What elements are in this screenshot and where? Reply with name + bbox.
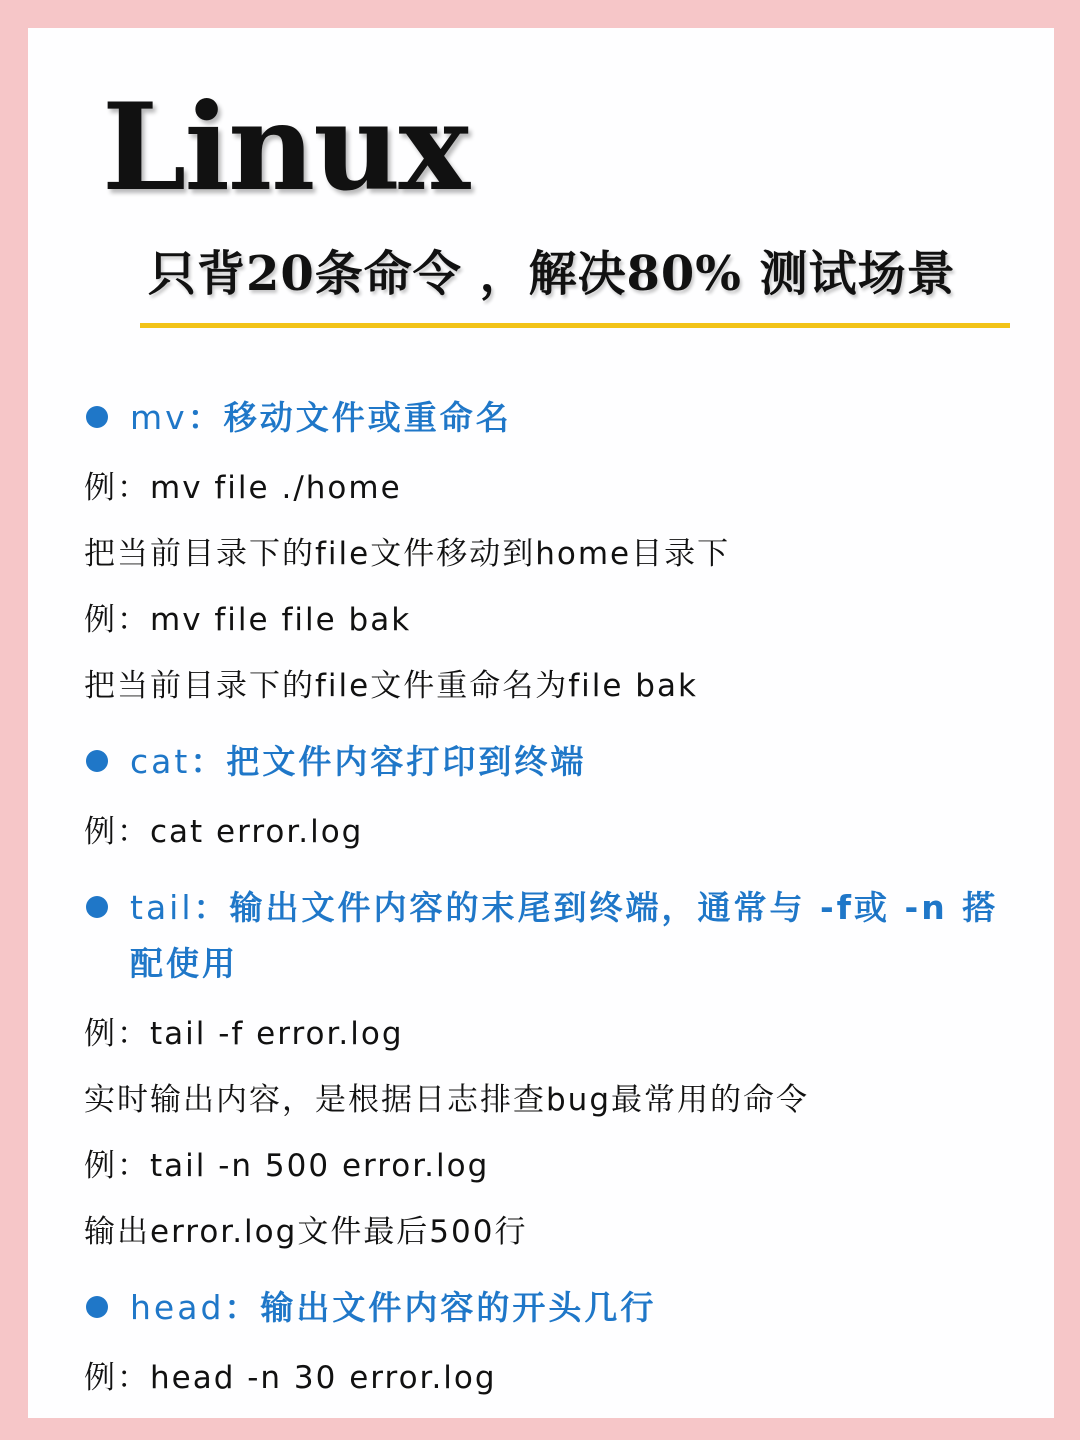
subtitle-underline: [140, 323, 1010, 328]
example-line: 例：mv file file bak: [84, 602, 412, 638]
explanation-line: 实时输出内容，是根据日志排查bug最常用的命令: [84, 1082, 810, 1118]
example-line: 例：mv file ./home: [84, 470, 402, 506]
page-title: Linux: [102, 77, 468, 218]
bullet-icon: [86, 406, 108, 428]
command-name: tail: [130, 888, 194, 927]
section-heading-head: [84, 1280, 1004, 1336]
command-description: ：把文件内容打印到终端: [190, 742, 587, 781]
command-name: cat: [130, 742, 191, 781]
explanation-line: 把当前目录下的file文件重命名为file bak: [84, 668, 698, 704]
bullet-icon: [86, 1296, 108, 1318]
command-description: ：输出文件内容的末尾到终端，通常与 -f或 -n 搭配使用: [130, 888, 999, 983]
bullet-icon: [86, 750, 108, 772]
command-list: [84, 390, 1004, 1398]
section-heading-cat: [84, 734, 1004, 790]
content-card: [28, 28, 1054, 1418]
page-subtitle: 只背20条命令 ，解决80% 测试场景: [148, 246, 956, 302]
section-heading-mv: [84, 390, 1004, 446]
example-line: 例：tail -f error.log: [84, 1016, 404, 1052]
explanation-line: 把当前目录下的file文件移动到home目录下: [84, 536, 731, 572]
command-name: mv: [130, 398, 188, 437]
bullet-icon: [86, 896, 108, 918]
example-line: 例：head -n 30 error.log: [84, 1360, 497, 1396]
example-line: 例：cat error.log: [84, 814, 364, 850]
section-heading-tail: [84, 880, 1004, 992]
explanation-line: 输出error.log文件最后500行: [84, 1214, 528, 1250]
example-line: 例：tail -n 500 error.log: [84, 1148, 490, 1184]
command-description: ：移动文件或重命名: [187, 398, 512, 437]
command-name: head: [130, 1288, 225, 1327]
command-description: ：输出文件内容的开头几行: [224, 1288, 657, 1327]
